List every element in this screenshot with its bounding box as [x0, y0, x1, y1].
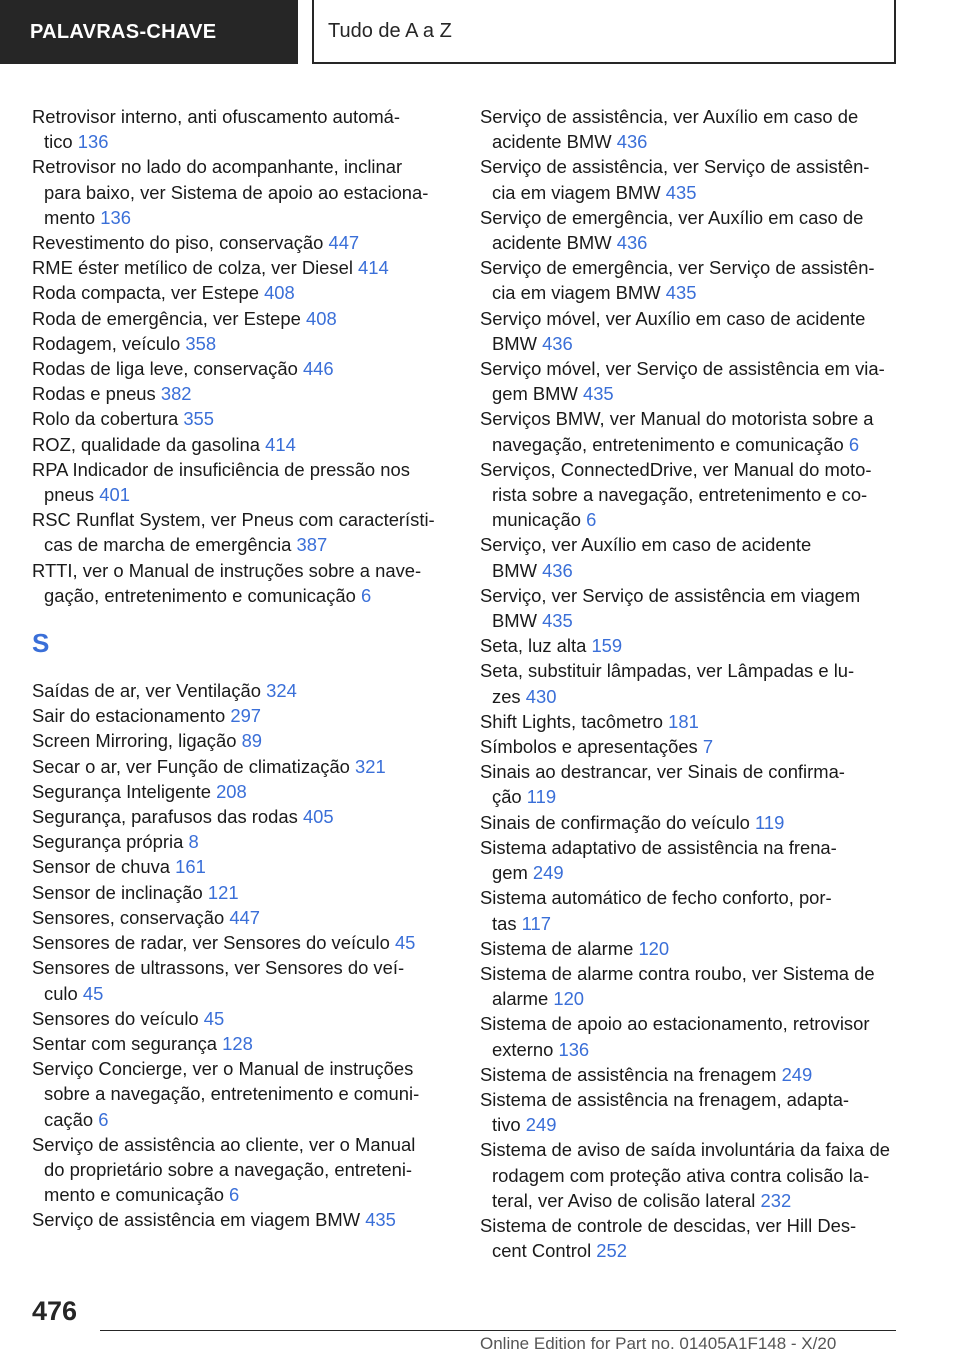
- page-link[interactable]: 119: [755, 811, 785, 833]
- page-title: Tudo de A a Z: [328, 20, 452, 42]
- index-entry-text: Secar o ar, ver Função de climatização: [32, 755, 350, 777]
- index-entry-text: Serviço de assistência em viagem BMW: [32, 1209, 361, 1231]
- index-entry: [32, 356, 450, 381]
- page-link[interactable]: 6: [586, 509, 597, 531]
- index-entry-text: Sistema adaptativo de assistência na frena-: [480, 836, 837, 858]
- index-entry: [480, 936, 900, 961]
- page-link[interactable]: 7: [702, 736, 714, 758]
- index-entry: [480, 255, 900, 305]
- page-link[interactable]: 45: [82, 982, 104, 1004]
- footer-edition: Online Edition for Part no. 01405A1F148 - X/20: [480, 1334, 837, 1353]
- index-entry-text: Símbolos e apresentações: [480, 736, 698, 758]
- page-link[interactable]: 430: [525, 685, 557, 707]
- index-entry-text: Sistema de alarme: [480, 937, 634, 959]
- index-entry: [32, 230, 450, 255]
- index-entry-text: sobre a navegação, entretenimento e comuni-: [44, 1083, 420, 1105]
- index-entry-text: Sistema de apoio ao estacionamento, retrovisor: [480, 1013, 870, 1035]
- index-entry: [32, 432, 450, 457]
- page-link[interactable]: 401: [99, 484, 130, 506]
- page-link[interactable]: 408: [306, 307, 337, 329]
- index-entry-text: do proprietário sobre a navegação, entreteni-: [44, 1158, 413, 1180]
- index-entry-text: cas de marcha de emergência: [44, 534, 292, 556]
- index-entry: [480, 633, 900, 658]
- index-entry-text: BMW: [492, 332, 537, 354]
- index-entry-text: Retrovisor interno, anti ofuscamento automá-: [32, 106, 400, 127]
- index-entry: [480, 1213, 900, 1263]
- index-entry-text: Sensores de radar, ver Sensores do veículo: [32, 932, 390, 954]
- index-entry: [480, 810, 900, 835]
- index-entry-text: tivo: [492, 1114, 521, 1136]
- index-entry: [480, 532, 900, 582]
- index-entry-text: Segurança própria: [32, 831, 184, 853]
- index-entry-text: externo: [492, 1038, 554, 1060]
- index-entry-text: ção: [492, 786, 522, 808]
- index-entry-text: Revestimento do piso, conservação: [32, 232, 324, 254]
- index-entry-text: ROZ, qualidade da gasolina: [32, 433, 260, 455]
- index-entry-text: Serviço de emergência, ver Serviço de assistên-: [480, 257, 875, 279]
- index-entry-text: Serviço de assistência, ver Auxílio em caso de: [480, 106, 859, 127]
- page-link[interactable]: 119: [526, 786, 557, 808]
- index-entry: [32, 1056, 450, 1132]
- index-entry: [480, 356, 900, 406]
- index-entry: [32, 457, 450, 507]
- index-entry: [480, 734, 900, 759]
- index-entry-text: Rodas e pneus: [32, 383, 156, 405]
- index-entry: [32, 255, 450, 280]
- section-tab: [0, 0, 298, 64]
- page-link[interactable]: 358: [185, 332, 217, 354]
- page-link[interactable]: 136: [558, 1038, 590, 1060]
- page-link[interactable]: 45: [203, 1007, 225, 1029]
- header-title-box: [312, 0, 896, 64]
- page-link[interactable]: 89: [241, 730, 263, 752]
- index-entry-text: alarme: [492, 988, 549, 1010]
- index-entry-text: cent Control: [492, 1240, 592, 1262]
- page-link[interactable]: 159: [591, 635, 623, 657]
- index-entry-text: Segurança, parafusos das rodas: [32, 806, 298, 828]
- index-entry: [480, 1137, 900, 1213]
- index-entry: [480, 583, 900, 633]
- index-entry-text: Sinais de confirmação do veículo: [480, 811, 750, 833]
- index-entry-text: Shift Lights, tacômetro: [480, 710, 663, 732]
- page-link[interactable]: 208: [216, 780, 247, 802]
- index-entry-text: Sensor de inclinação: [32, 881, 203, 903]
- index-entry: [32, 1207, 450, 1232]
- index-entry-text: Sistema de assistência na frenagem, adapta-: [480, 1088, 850, 1110]
- index-entry-text: Sinais ao destrancar, ver Sinais de confirma-: [480, 761, 845, 783]
- index-entry: [480, 885, 900, 935]
- page-link[interactable]: 136: [100, 206, 131, 228]
- index-column-left: [32, 104, 450, 1233]
- page-link[interactable]: 414: [358, 257, 389, 279]
- index-entry-text: mento: [44, 206, 96, 228]
- index-entry-text: Sensores de ultrassons, ver Sensores do veí-: [32, 957, 405, 979]
- page-link[interactable]: 45: [394, 932, 416, 954]
- page-link[interactable]: 447: [229, 906, 260, 928]
- index-column-right: [480, 104, 900, 1263]
- index-entry-text: Serviço móvel, ver Auxílio em caso de acidente: [480, 307, 866, 329]
- index-entry: [32, 381, 450, 406]
- index-entry-text: Retrovisor no lado do acompanhante, inclinar: [32, 156, 403, 178]
- index-entry-text: Roda compacta, ver Estepe: [32, 282, 259, 304]
- page-link[interactable]: 436: [616, 232, 648, 254]
- index-entry-text: RPA Indicador de insuficiência de pressão nos: [32, 458, 410, 480]
- index-entry-text: culo: [44, 982, 78, 1004]
- page-link[interactable]: 435: [582, 383, 614, 405]
- page-link[interactable]: 232: [760, 1189, 792, 1211]
- page-link[interactable]: 6: [229, 1184, 240, 1206]
- index-entry-text: Sair do estacionamento: [32, 705, 226, 727]
- index-entry-text: Serviço de emergência, ver Auxílio em caso de: [480, 206, 864, 228]
- index-entry-text: RME éster metílico de colza, ver Diesel: [32, 257, 353, 279]
- index-entry-text: navegação, entretenimento e comunicação: [492, 433, 844, 455]
- index-entry-text: gação, entretenimento e comunicação: [44, 584, 356, 606]
- page-link[interactable]: 181: [668, 710, 699, 732]
- index-entry: [32, 154, 450, 230]
- page-link[interactable]: 120: [638, 937, 670, 959]
- page-link[interactable]: 447: [328, 232, 360, 254]
- index-entry: [32, 930, 450, 955]
- index-entry: [480, 457, 900, 533]
- index-entry-text: Saídas de ar, ver Ventilação: [32, 680, 262, 702]
- index-entry-text: acidente BMW: [492, 232, 612, 254]
- index-entry-text: Serviço, ver Serviço de assistência em viagem: [480, 584, 861, 606]
- page-link[interactable]: 436: [616, 131, 648, 153]
- index-entry-text: Sistema de controle de descidas, ver Hill Des-: [480, 1214, 857, 1236]
- page-link[interactable]: 435: [665, 282, 697, 304]
- index-entry-text: RTTI, ver o Manual de instruções sobre a nave-: [32, 559, 422, 581]
- index-entry-text: Roda de emergência, ver Estepe: [32, 307, 301, 329]
- index-entry-text: Screen Mirroring, ligação: [32, 730, 237, 752]
- index-entry-text: Sistema de alarme contra roubo, ver Sistema de: [480, 962, 875, 984]
- index-entry-text: tas: [492, 912, 517, 934]
- index-entry: [32, 331, 450, 356]
- index-entry: [32, 507, 450, 557]
- index-entry-text: gem BMW: [492, 383, 578, 405]
- index-entry-text: cia em viagem BMW: [492, 282, 661, 304]
- page-number: 476: [32, 1296, 78, 1326]
- index-list-r: [32, 104, 450, 608]
- index-entry: [32, 1006, 450, 1031]
- index-entry: [32, 306, 450, 331]
- index-entry-text: Serviços, ConnectedDrive, ver Manual do moto-: [480, 458, 872, 480]
- page-link[interactable]: 117: [521, 912, 551, 934]
- page-link[interactable]: 436: [542, 559, 573, 581]
- index-entry-text: Sistema de aviso de saída involuntária da faixa de: [480, 1139, 890, 1161]
- index-list-right: [480, 104, 900, 1263]
- page-link[interactable]: 435: [665, 181, 697, 203]
- index-entry-text: cia em viagem BMW: [492, 181, 661, 203]
- page-link[interactable]: 435: [542, 610, 573, 632]
- index-entry-text: Sistema de assistência na frenagem: [480, 1063, 777, 1085]
- page-link[interactable]: 446: [302, 358, 334, 380]
- index-entry-text: Sistema automático de fecho conforto, por-: [480, 887, 832, 909]
- page-link[interactable]: 249: [781, 1063, 813, 1085]
- index-entry: [32, 406, 450, 431]
- index-entry-text: Seta, luz alta: [480, 635, 587, 657]
- page-link[interactable]: 6: [848, 433, 860, 455]
- page-link[interactable]: 161: [175, 856, 206, 878]
- page-link[interactable]: 128: [222, 1032, 253, 1054]
- index-entry-text: Rodas de liga leve, conservação: [32, 358, 298, 380]
- page-link[interactable]: 355: [183, 408, 215, 430]
- page-link[interactable]: 252: [596, 1240, 627, 1262]
- page-link[interactable]: 6: [360, 584, 372, 606]
- index-entry: [32, 703, 450, 728]
- page-link[interactable]: 408: [264, 282, 295, 304]
- page-link[interactable]: 249: [525, 1114, 557, 1136]
- index-entry-text: municação: [492, 509, 581, 531]
- index-entry-text: Sensores, conservação: [32, 906, 225, 928]
- index-entry-text: tico: [44, 131, 73, 153]
- section-letter: S: [32, 628, 50, 659]
- index-entry: [32, 280, 450, 305]
- index-entry: [32, 779, 450, 804]
- index-entry-text: Serviço móvel, ver Serviço de assistência em via-: [480, 358, 885, 380]
- index-entry: [480, 205, 900, 255]
- index-entry: [480, 1062, 900, 1087]
- page-link[interactable]: 435: [365, 1209, 396, 1231]
- index-entry-text: RSC Runflat System, ver Pneus com característi-: [32, 509, 435, 531]
- page-link[interactable]: 436: [542, 332, 573, 354]
- index-entry: [480, 406, 900, 456]
- index-entry: [32, 804, 450, 829]
- index-entry-text: Sensor de chuva: [32, 856, 171, 878]
- index-entry-text: cação: [44, 1108, 94, 1130]
- index-entry: [480, 1087, 900, 1137]
- index-entry-text: Serviço de assistência, ver Serviço de assistên-: [480, 156, 870, 178]
- index-entry: [32, 955, 450, 1005]
- index-entry-text: Serviço Concierge, ver o Manual de instruções: [32, 1058, 414, 1080]
- index-entry-text: Sensores do veículo: [32, 1007, 199, 1029]
- page-link[interactable]: 136: [77, 131, 109, 153]
- index-entry: [480, 104, 900, 154]
- index-entry: [32, 905, 450, 930]
- index-entry: [480, 759, 900, 809]
- index-entry-text: rista sobre a navegação, entretenimento e co-: [492, 484, 868, 506]
- index-entry: [32, 880, 450, 905]
- page-link[interactable]: 121: [207, 881, 239, 903]
- index-entry: [32, 728, 450, 753]
- page-link[interactable]: 321: [355, 755, 386, 777]
- page-link[interactable]: 324: [266, 680, 297, 702]
- index-entry: [480, 658, 900, 708]
- index-entry: [32, 1132, 450, 1208]
- index-entry: [32, 829, 450, 854]
- index-entry-text: pneus: [44, 484, 95, 506]
- index-entry: [480, 154, 900, 204]
- index-entry-text: Rolo da cobertura: [32, 408, 179, 430]
- page-link[interactable]: 405: [302, 806, 334, 828]
- page-link[interactable]: 387: [296, 534, 328, 556]
- section-label: PALAVRAS-CHAVE: [30, 21, 217, 43]
- index-entry-text: Sentar com segurança: [32, 1032, 218, 1054]
- page-link[interactable]: 249: [532, 862, 564, 884]
- index-entry: [480, 835, 900, 885]
- index-entry: [480, 306, 900, 356]
- index-entry-text: Serviços BMW, ver Manual do motorista sobre a: [480, 408, 874, 430]
- index-entry-text: para baixo, ver Sistema de apoio ao estaciona-: [44, 181, 429, 203]
- index-entry-text: Seta, substituir lâmpadas, ver Lâmpadas e lu-: [480, 660, 855, 682]
- index-entry-text: Serviço, ver Auxílio em caso de acidente: [480, 534, 812, 556]
- index-entry: [480, 961, 900, 1011]
- index-entry-text: zes: [492, 685, 521, 707]
- page-link[interactable]: 297: [230, 705, 262, 727]
- page-link[interactable]: 120: [553, 988, 585, 1010]
- index-entry: [32, 678, 450, 703]
- index-entry: [32, 854, 450, 879]
- index-entry: [32, 754, 450, 779]
- index-entry: [32, 104, 450, 154]
- index-entry-text: rodagem com proteção ativa contra colisão la-: [492, 1164, 870, 1186]
- index-entry-text: acidente BMW: [492, 131, 612, 153]
- footer-divider: [100, 1330, 896, 1331]
- index-entry: [32, 1031, 450, 1056]
- index-entry-text: teral, ver Aviso de colisão lateral: [492, 1189, 756, 1211]
- index-entry: [480, 1011, 900, 1061]
- index-entry-text: Serviço de assistência ao cliente, ver o Manual: [32, 1133, 416, 1155]
- index-entry-text: gem: [492, 862, 528, 884]
- index-entry-text: mento e comunicação: [44, 1184, 224, 1206]
- page-link[interactable]: 6: [98, 1108, 109, 1130]
- page-link[interactable]: 414: [265, 433, 296, 455]
- index-entry: [480, 709, 900, 734]
- index-entry-text: Segurança Inteligente: [32, 780, 211, 802]
- index-entry-text: BMW: [492, 559, 537, 581]
- page-link[interactable]: 8: [188, 831, 199, 853]
- page-link[interactable]: 382: [160, 383, 192, 405]
- index-entry-text: Rodagem, veículo: [32, 332, 181, 354]
- index-list-s: [32, 678, 450, 1232]
- index-entry: [32, 558, 450, 608]
- index-entry-text: BMW: [492, 610, 537, 632]
